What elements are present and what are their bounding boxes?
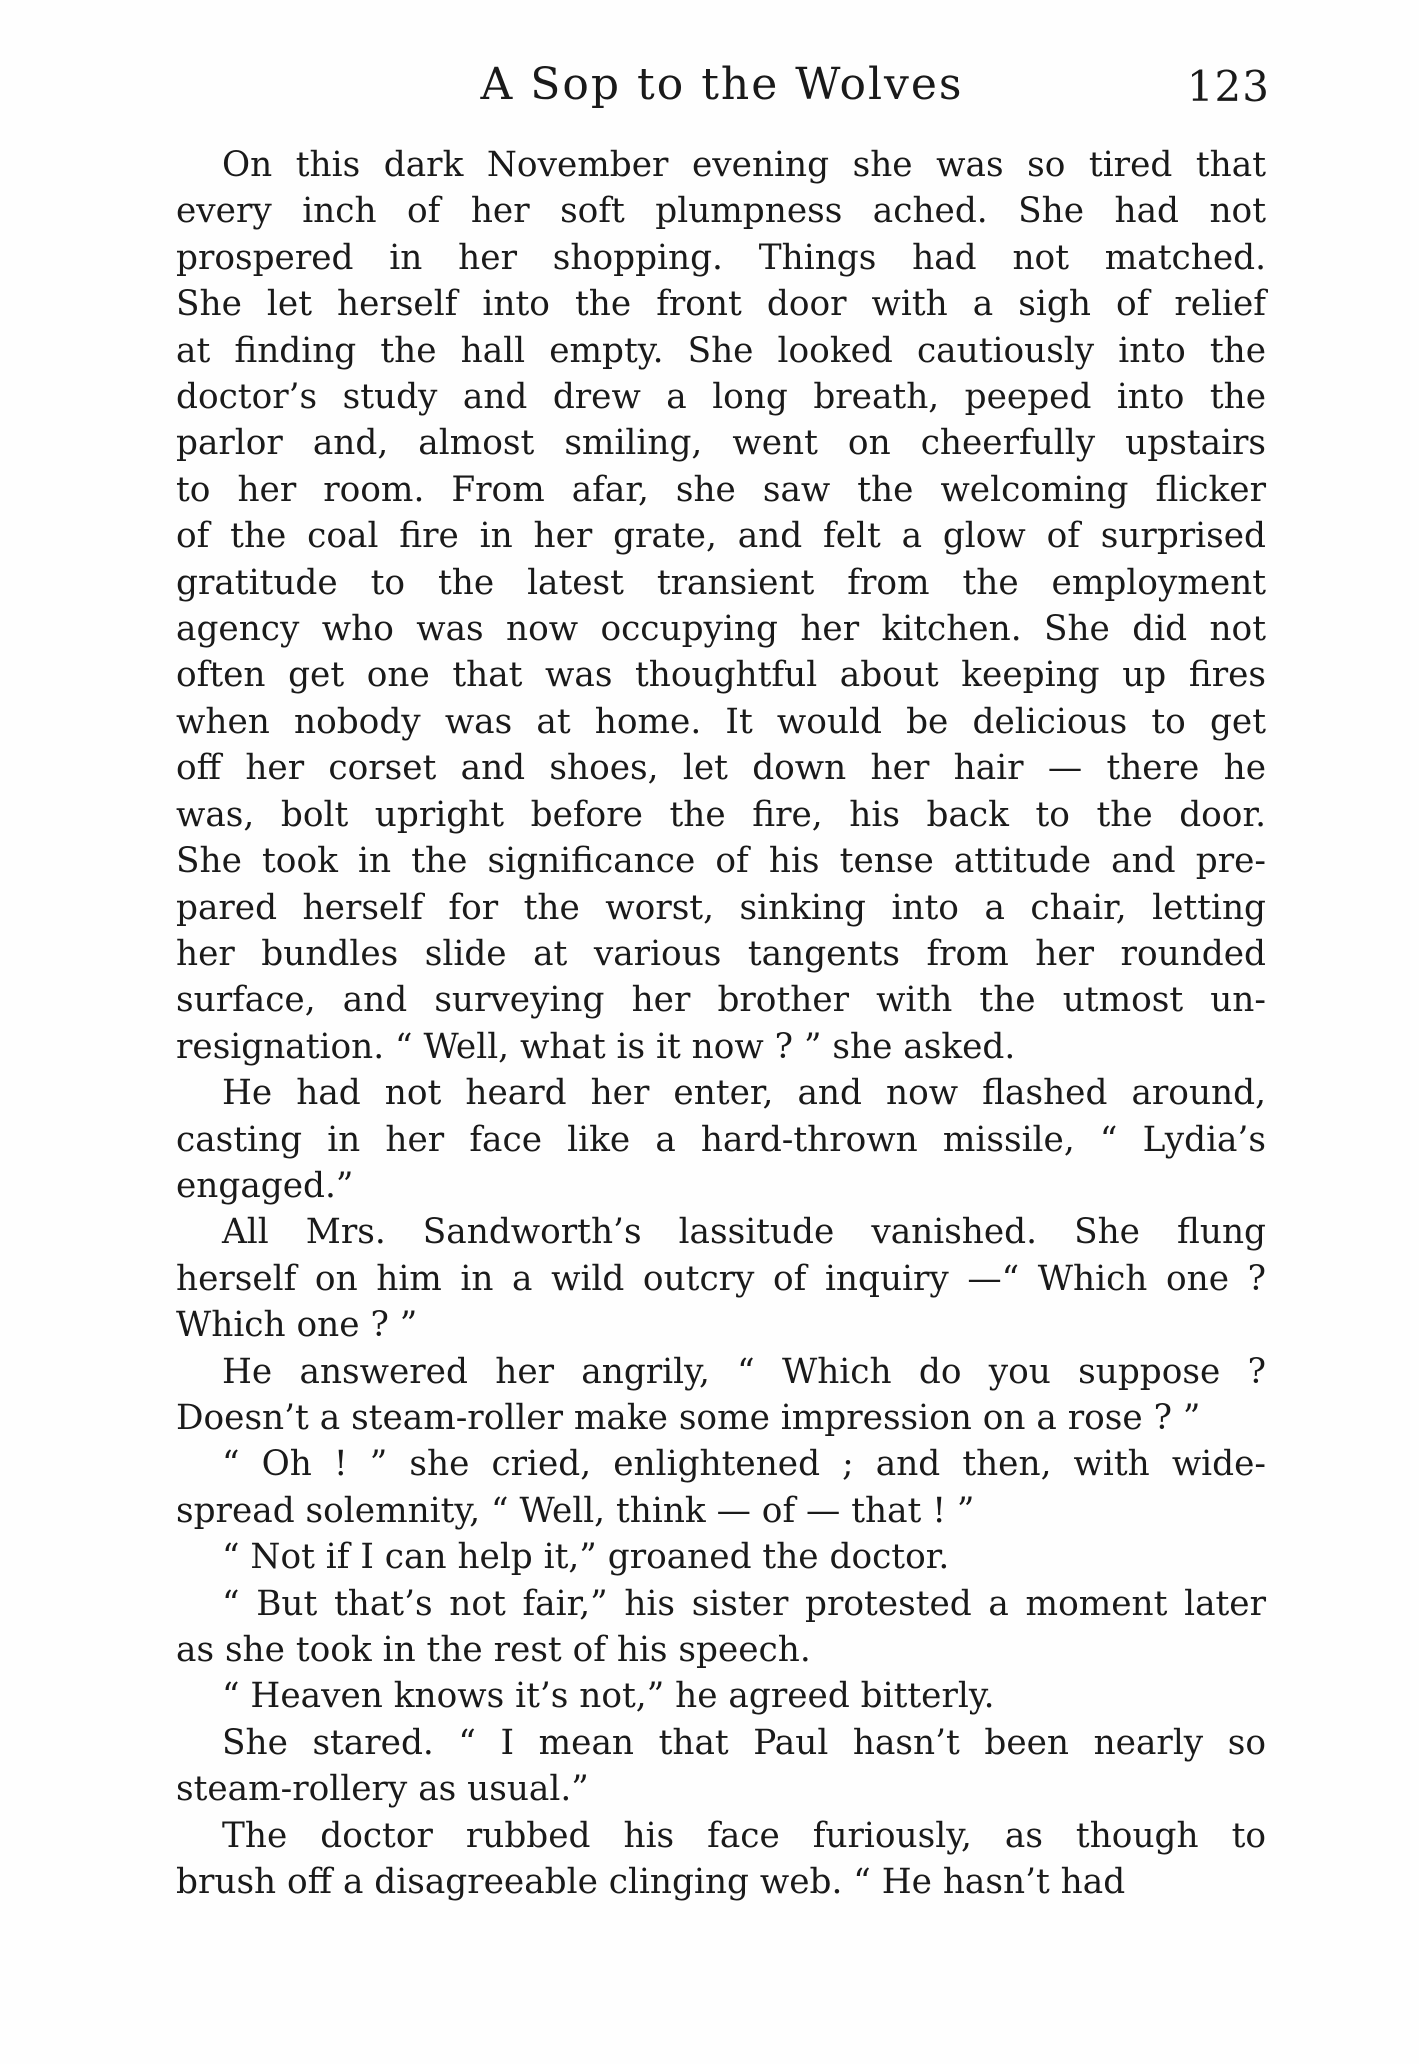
text-line: surface, and surveying her brother with the utmost un- (176, 980, 1266, 1021)
text-line: Doesn’t a steam-roller make some impression on a rose ? ” (176, 1397, 1201, 1438)
page-header (174, 50, 1270, 120)
text-line: All Mrs. Sandworth’s lassitude vanished. She flung (222, 1212, 1266, 1253)
text-line: She took in the significance of his tense attitude and pre- (176, 841, 1266, 882)
paragraph (176, 1209, 1266, 1348)
text-line: every inch of her soft plumpness ached. She had not (176, 191, 1266, 232)
text-line: The doctor rubbed his face furiously, as though to (222, 1815, 1266, 1856)
text-line: “ Oh ! ” she cried, enlightened ; and then, with wide- (222, 1444, 1266, 1485)
text-line: agency who was now occupying her kitchen. She did not (176, 609, 1266, 650)
paragraph (176, 1070, 1266, 1209)
page-number: 123 (1186, 62, 1270, 111)
text-line: She let herself into the front door with a sigh of relief (176, 284, 1266, 325)
text-line: Which one ? ” (176, 1305, 418, 1346)
text-line: gratitude to the latest transient from the employment (176, 562, 1266, 603)
text-line: herself on him in a wild outcry of inquiry —“ Which one ? (176, 1258, 1266, 1299)
text-line: off her corset and shoes, let down her hair — there he (176, 748, 1266, 789)
text-line: He had not heard her enter, and now flashed around, (222, 1073, 1266, 1114)
paragraph (176, 1534, 1266, 1580)
text-line: at finding the hall empty. She looked cautiously into the (176, 330, 1266, 371)
paragraph (176, 1581, 1266, 1674)
text-line: doctor’s study and drew a long breath, peeped into the (176, 377, 1266, 418)
paragraph (176, 1720, 1266, 1813)
text-line: to her room. From afar, she saw the welcoming flicker (176, 469, 1266, 510)
running-title: A Sop to the Wolves (480, 59, 964, 110)
text-line: parlor and, almost smiling, went on cheerfully upstairs (176, 423, 1266, 464)
text-line: He answered her angrily, “ Which do you suppose ? (222, 1351, 1266, 1392)
text-line: “ Not if I can help it,” groaned the doctor. (222, 1537, 950, 1578)
text-line: “ Heaven knows it’s not,” he agreed bitterly. (222, 1676, 995, 1717)
text-line: of the coal fire in her grate, and felt a glow of surprised (176, 516, 1266, 557)
paragraph (176, 1673, 1266, 1719)
text-line: casting in her face like a hard-thrown missile, “ Lydia’s (176, 1119, 1266, 1160)
text-line: prospered in her shopping. Things had not matched. (176, 237, 1266, 278)
text-line: often get one that was thoughtful about keeping up fires (176, 655, 1266, 696)
text-line: On this dark November evening she was so tired that (222, 145, 1266, 185)
paragraph (176, 1441, 1266, 1534)
paragraph (176, 1813, 1266, 1906)
paragraph (176, 142, 1266, 1070)
text-line: was, bolt upright before the fire, his back to the door. (176, 794, 1266, 835)
text-line: brush off a disagreeable clinging web. “ He hasn’t had (176, 1862, 1126, 1903)
paragraph (176, 1349, 1266, 1442)
text-line: resignation. “ Well, what is it now ? ” she asked. (176, 1026, 1016, 1067)
text-line: “ But that’s not fair,” his sister protested a moment later (222, 1583, 1266, 1624)
text-line: when nobody was at home. It would be delicious to get (176, 701, 1266, 742)
text-line: her bundles slide at various tangents from her rounded (176, 933, 1266, 974)
text-line: pared herself for the worst, sinking into a chair, letting (176, 887, 1266, 928)
body-text (176, 142, 1266, 1905)
text-line: steam-rollery as usual.” (176, 1769, 589, 1810)
text-line: She stared. “ I mean that Paul hasn’t been nearly so (222, 1722, 1266, 1763)
text-line: as she took in the rest of his speech. (176, 1630, 811, 1670)
text-line: engaged.” (176, 1165, 354, 1206)
text-line: spread solemnity, “ Well, think — of — that ! ” (176, 1490, 975, 1531)
